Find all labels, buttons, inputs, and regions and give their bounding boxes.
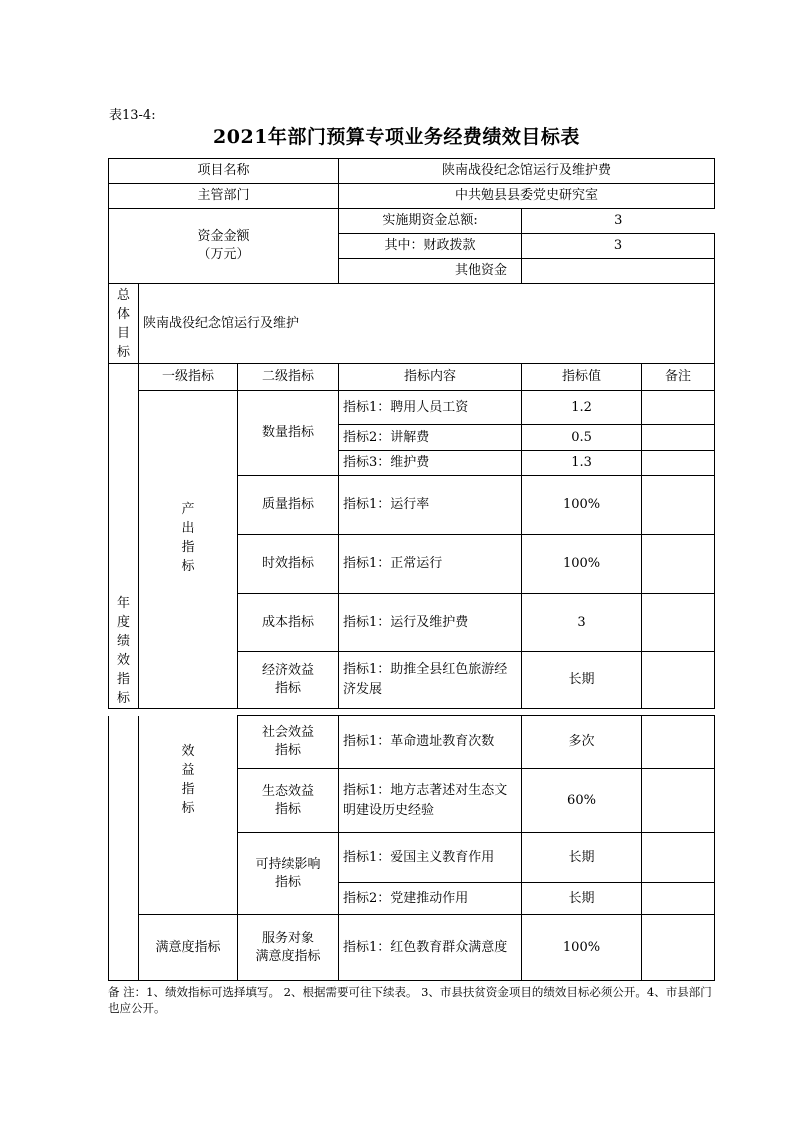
quantity-indicator-label: 数量指标 [238,391,339,476]
footnote: 备 注：1、绩效指标可选择填写。 2、根据需要可往下续表。 3、市县扶贫资金项目的绩效目标必须公开。4、市县部门也应公开。 [108,985,712,1015]
indicator-value: 60% [522,769,642,833]
indicator-remark [642,716,715,769]
effect-indicator-label-text: 效益指标 [181,743,195,816]
other-funds-label: 其他资金 [339,259,522,284]
sustainable-indicator-label-line2: 指标 [274,874,301,890]
indicator-content: 指标1：运行率 [339,476,522,535]
quality-indicator-label: 质量指标 [238,476,339,535]
indicator-content: 指标1：爱国主义教育作用 [339,833,522,883]
annual-indicator-label-text: 年度绩效指标 [116,596,130,706]
economic-indicator-label-line2: 指标 [275,681,302,696]
indicator-content: 指标1：红色教育群众满意度 [339,915,522,981]
satisfaction-indicator-label: 满意度指标 [139,915,238,981]
funds-total-row [109,209,715,234]
indicator-value: 100% [522,476,642,535]
indicator-value: 0.5 [522,425,642,451]
project-name-label: 项目名称 [109,159,339,184]
indicator-content: 指标1：运行及维护费 [339,594,522,652]
indicator-value: 3 [522,594,642,652]
overall-goal-label-text: 总体目标 [116,287,130,360]
economic-indicator-label [238,652,339,709]
social-indicator-label-line2: 指标 [274,743,301,758]
indicator-header-row [109,364,715,391]
sustainable-indicator-label-line1: 可持续影响 [255,856,321,872]
performance-target-table [108,158,715,709]
funds-unit-text: （万元） [197,247,250,262]
indicator-content: 指标1：聘用人员工资 [339,391,522,425]
indicator-value: 1.2 [522,391,642,425]
header-remark: 备注 [642,364,715,391]
overall-goal-row [109,284,715,364]
indicator-remark [642,915,715,981]
header-value: 指标值 [522,364,642,391]
indicator-remark [642,652,715,709]
header-level1: 一级指标 [139,364,238,391]
table-row [109,915,715,981]
indicator-content: 指标1：地方志著述对生态文明建设历史经验 [339,769,522,833]
dept-label: 主管部门 [109,184,339,209]
header-level2: 二级指标 [238,364,339,391]
indicator-value: 长期 [522,883,642,915]
service-indicator-label-line2: 满意度指标 [255,948,321,964]
effect-indicator-label [139,716,238,915]
social-indicator-label [238,716,339,769]
indicator-content: 指标1：革命遗址教育次数 [339,716,522,769]
total-funds-value: 3 [522,209,715,234]
output-indicator-label [139,391,238,709]
indicator-content: 指标2：讲解费 [339,425,522,451]
indicator-remark [642,883,715,915]
annual-indicator-continued [109,716,139,981]
project-name-value: 陕南战役纪念馆运行及维护费 [339,159,715,184]
other-funds-value [522,259,715,284]
service-indicator-label-line1: 服务对象 [261,930,314,946]
table-row [109,716,715,769]
social-indicator-label-line1: 社会效益 [261,725,314,740]
ecological-indicator-label [238,769,339,833]
performance-target-table-lower [108,715,715,981]
indicator-value: 长期 [522,652,642,709]
table-number: 表13-4: [109,108,156,123]
project-name-row [109,159,715,184]
indicator-remark [642,769,715,833]
overall-goal-label [109,284,139,364]
indicator-value: 长期 [522,833,642,883]
indicator-remark [642,425,715,451]
funds-label-text: 资金金额 [197,229,250,244]
indicator-value: 100% [522,535,642,594]
table-row [109,391,715,425]
fiscal-funds-value: 3 [522,234,715,259]
service-indicator-label [238,915,339,981]
output-indicator-label-text: 产出指标 [181,501,195,574]
timeliness-indicator-label: 时效指标 [238,535,339,594]
total-funds-label: 实施期资金总额: [339,209,522,234]
funds-label [109,209,339,284]
indicator-remark [642,535,715,594]
indicator-remark [642,391,715,425]
indicator-content: 指标1：助推全县红色旅游经济发展 [339,652,522,709]
header-content: 指标内容 [339,364,522,391]
indicator-value: 1.3 [522,451,642,476]
fiscal-funds-label: 其中：财政拨款 [339,234,522,259]
annual-indicator-label [109,364,139,709]
ecological-indicator-label-line2: 指标 [274,801,301,817]
ecological-indicator-label-line1: 生态效益 [261,783,314,799]
indicator-remark [642,833,715,883]
indicator-value: 100% [522,915,642,981]
cost-indicator-label: 成本指标 [238,594,339,652]
overall-goal-text: 陕南战役纪念馆运行及维护 [139,284,715,364]
dept-row [109,184,715,209]
dept-value: 中共勉县县委党史研究室 [339,184,715,209]
economic-indicator-label-line1: 经济效益 [262,663,315,678]
indicator-content: 指标2：党建推动作用 [339,883,522,915]
indicator-remark [642,594,715,652]
indicator-remark [642,476,715,535]
indicator-content: 指标1：正常运行 [339,535,522,594]
indicator-remark [642,451,715,476]
page-title: 2021年部门预算专项业务经费绩效目标表 [213,126,580,148]
indicator-content: 指标3：维护费 [339,451,522,476]
indicator-value: 多次 [522,716,642,769]
sustainable-indicator-label [238,833,339,915]
